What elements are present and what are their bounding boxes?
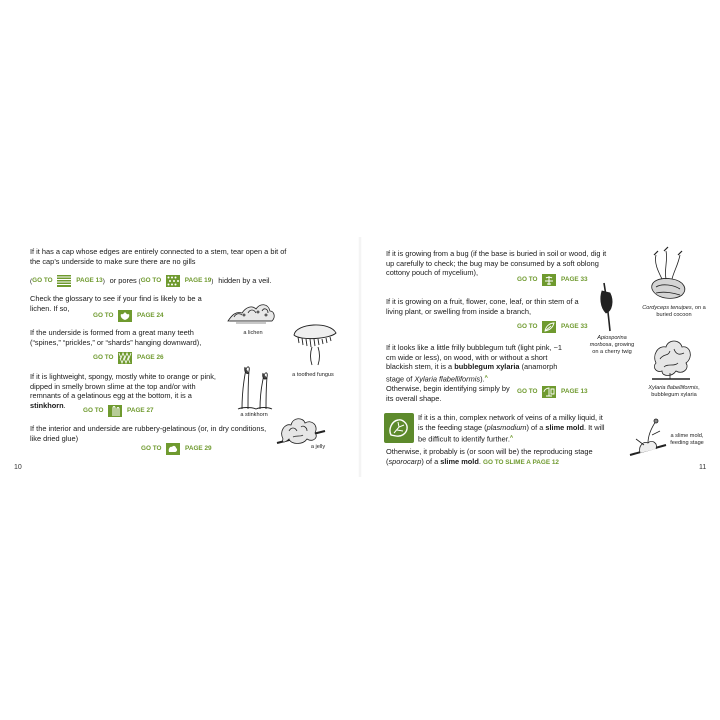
caption-lichen: a lichen <box>243 330 263 336</box>
goto-slime-link[interactable]: GO TO SLIME A PAGE 12 <box>482 458 559 466</box>
cordyceps-illustration <box>642 243 694 303</box>
xylaria-illustration <box>646 335 696 383</box>
goto-label: GO TO <box>83 407 104 414</box>
open-paren: ( <box>30 278 33 285</box>
left-page <box>0 237 360 477</box>
plant-icon <box>542 321 556 333</box>
goto-label: GO TO <box>517 323 538 330</box>
book-spread <box>0 237 720 477</box>
xylaria-caption-name: Xylaria flabelliformis <box>648 385 699 391</box>
goto-label: GO TO <box>32 277 53 285</box>
paragraph-plant: If it is growing on a fruit, flower, cone, leaf, or thin stem of a living plant, or swelling from inside a branch, <box>386 297 579 316</box>
paragraph-bug: If it is growing from a bug (if the base is buried in soil or wood, dig it up carefully to check; the bug may be consumed by a soft oblong cottony pouch of mycelium), <box>386 249 607 278</box>
goto-page33: PAGE 33 <box>561 276 588 283</box>
goto-page24: PAGE 24 <box>137 312 164 319</box>
caption-toothed-fungus: a toothed fungus <box>292 372 334 378</box>
page-number-right: 11 <box>699 464 707 471</box>
toothed-fungus-illustration <box>290 317 340 367</box>
cordyceps-name: Cordyceps tenuipes <box>642 305 692 311</box>
paren-end: ). <box>480 374 485 384</box>
caption-cordyceps <box>642 305 706 319</box>
of-a-text: ) of a <box>526 422 544 432</box>
goto-row-jelly[interactable] <box>141 443 212 456</box>
caption-jelly: a jelly <box>310 444 326 450</box>
plasmodium-text: If it is a thin, complex network of veins of a milky liquid, it is the feeding stage ( <box>418 413 603 432</box>
open-paren: ( <box>138 278 141 285</box>
goto-label: GO TO <box>141 445 162 452</box>
jelly-illustration <box>275 409 327 449</box>
goto-row-shape[interactable] <box>517 386 588 399</box>
caption-xylaria <box>642 385 706 399</box>
bug-icon <box>542 274 556 286</box>
slime-mold-term: slime mold <box>545 422 584 432</box>
apiosporina-illustration <box>596 281 622 333</box>
goto-label: GO TO <box>517 276 538 283</box>
paragraph-bubblegum <box>386 343 566 384</box>
close-paren: ) <box>102 278 105 285</box>
shapes-icon <box>542 386 556 398</box>
sporocarp-text: Otherwise, it probably is (or soon will be) the reproducing stage ( <box>386 447 593 466</box>
paragraph-teeth: If the underside is formed from a great many teeth (“spines,” “prickles,” or “shards” hanging downward), <box>30 328 202 347</box>
plasmodium-term: plasmodium <box>486 422 527 432</box>
slime-ref-mark: A <box>484 373 488 379</box>
or-pores-text: or pores <box>109 276 137 285</box>
jelly-icon <box>166 443 180 455</box>
of-a-text: ) of a <box>421 456 439 466</box>
goto-row-stinkhorn[interactable] <box>83 405 154 418</box>
stinkhorn-term: stinkhorn <box>30 400 64 410</box>
goto-row-lichen[interactable] <box>93 310 164 323</box>
gills-icon <box>57 275 71 287</box>
goto-label: GO TO <box>140 277 162 285</box>
goto-page26: PAGE 26 <box>137 354 164 361</box>
lichen-icon <box>118 310 132 322</box>
stinkhorn-icon <box>108 405 122 417</box>
goto-row-teeth[interactable] <box>93 352 164 365</box>
paragraph-plasmodium <box>418 413 608 444</box>
slime-ref-mark: A <box>509 434 514 440</box>
goto-page33-plant: PAGE 33 <box>561 323 588 330</box>
anamorph-text: (anamorph stage of <box>386 362 558 384</box>
stinkhorn-text: If it is lightweight, spongy, mostly white to orange or pink, dipped in smelly brown slime at the top and/or with remnants of a gelatinous egg at the bottom, it is a <box>30 372 216 401</box>
period: . <box>478 456 481 466</box>
paragraph-cap: If it has a cap whose edges are entirely connected to a stem, tear open a bit of the cap’s underside to make sure there are no gills <box>30 247 287 266</box>
xylaria-caption-desc: , bubblegum xylaria <box>651 385 700 398</box>
difficult-text: . It will be difficult to identify further. <box>418 422 605 444</box>
right-page <box>360 237 720 477</box>
caption-stinkhorn: a stinkhorn <box>240 412 268 418</box>
goto-label: GO TO <box>93 312 114 319</box>
goto-row-plant[interactable] <box>517 321 588 334</box>
apiosporina-name: Apiosporina morbosa <box>589 335 627 348</box>
apiosporina-desc: , growing on a cherry twig <box>592 342 635 355</box>
stinkhorn-illustration <box>232 363 280 411</box>
hidden-veil-text: hidden by a veil. <box>218 276 272 285</box>
goto-page13-right: PAGE 13 <box>561 388 588 395</box>
bubblegum-term: bubblegum xylaria <box>454 362 520 372</box>
bubblegum-text: If it looks like a little frilly bubblegum tuft (light pink, ~1 cm wide or less), on wood, with or without a short blackish stem, it is a <box>386 343 563 372</box>
caption-slime-mold: a slime mold, feeding stage <box>670 433 704 446</box>
sporocarp-term: sporocarp <box>388 456 422 466</box>
goto-label: GO TO <box>517 388 538 395</box>
slime-mold-icon <box>384 413 414 443</box>
paragraph-lichen: Check the glossary to see if your find is likely to be a lichen. If so, <box>30 294 202 313</box>
goto-label: GO TO <box>93 354 114 361</box>
goto-page19: PAGE 19 <box>184 277 212 285</box>
period: . <box>63 400 66 410</box>
lichen-illustration <box>222 285 280 327</box>
paragraph-sporocarp <box>386 447 616 467</box>
goto-page29: PAGE 29 <box>185 445 212 452</box>
goto-page13: PAGE 13 <box>76 277 103 285</box>
goto-page27: PAGE 27 <box>127 407 154 414</box>
teeth-icon <box>118 352 132 364</box>
xylaria-name: Xylaria flabelliformis <box>414 374 481 384</box>
close-paren: ) <box>211 278 214 285</box>
slime-mold-icon-box <box>384 413 414 443</box>
slime-mold-term-2: slime mold <box>440 456 479 466</box>
paragraph-shape: Otherwise, begin identifying simply by its overall shape. <box>386 384 510 403</box>
caption-apiosporina <box>586 335 638 356</box>
pores-icon <box>166 275 180 287</box>
page-number-left: 10 <box>14 464 22 471</box>
goto-row-bug[interactable] <box>517 274 588 287</box>
paragraph-jelly: If the interior and underside are rubbery-gelatinous (or, in dry conditions, like dried glue) <box>30 424 267 443</box>
cordyceps-desc: , on a buried cocoon <box>656 305 706 318</box>
